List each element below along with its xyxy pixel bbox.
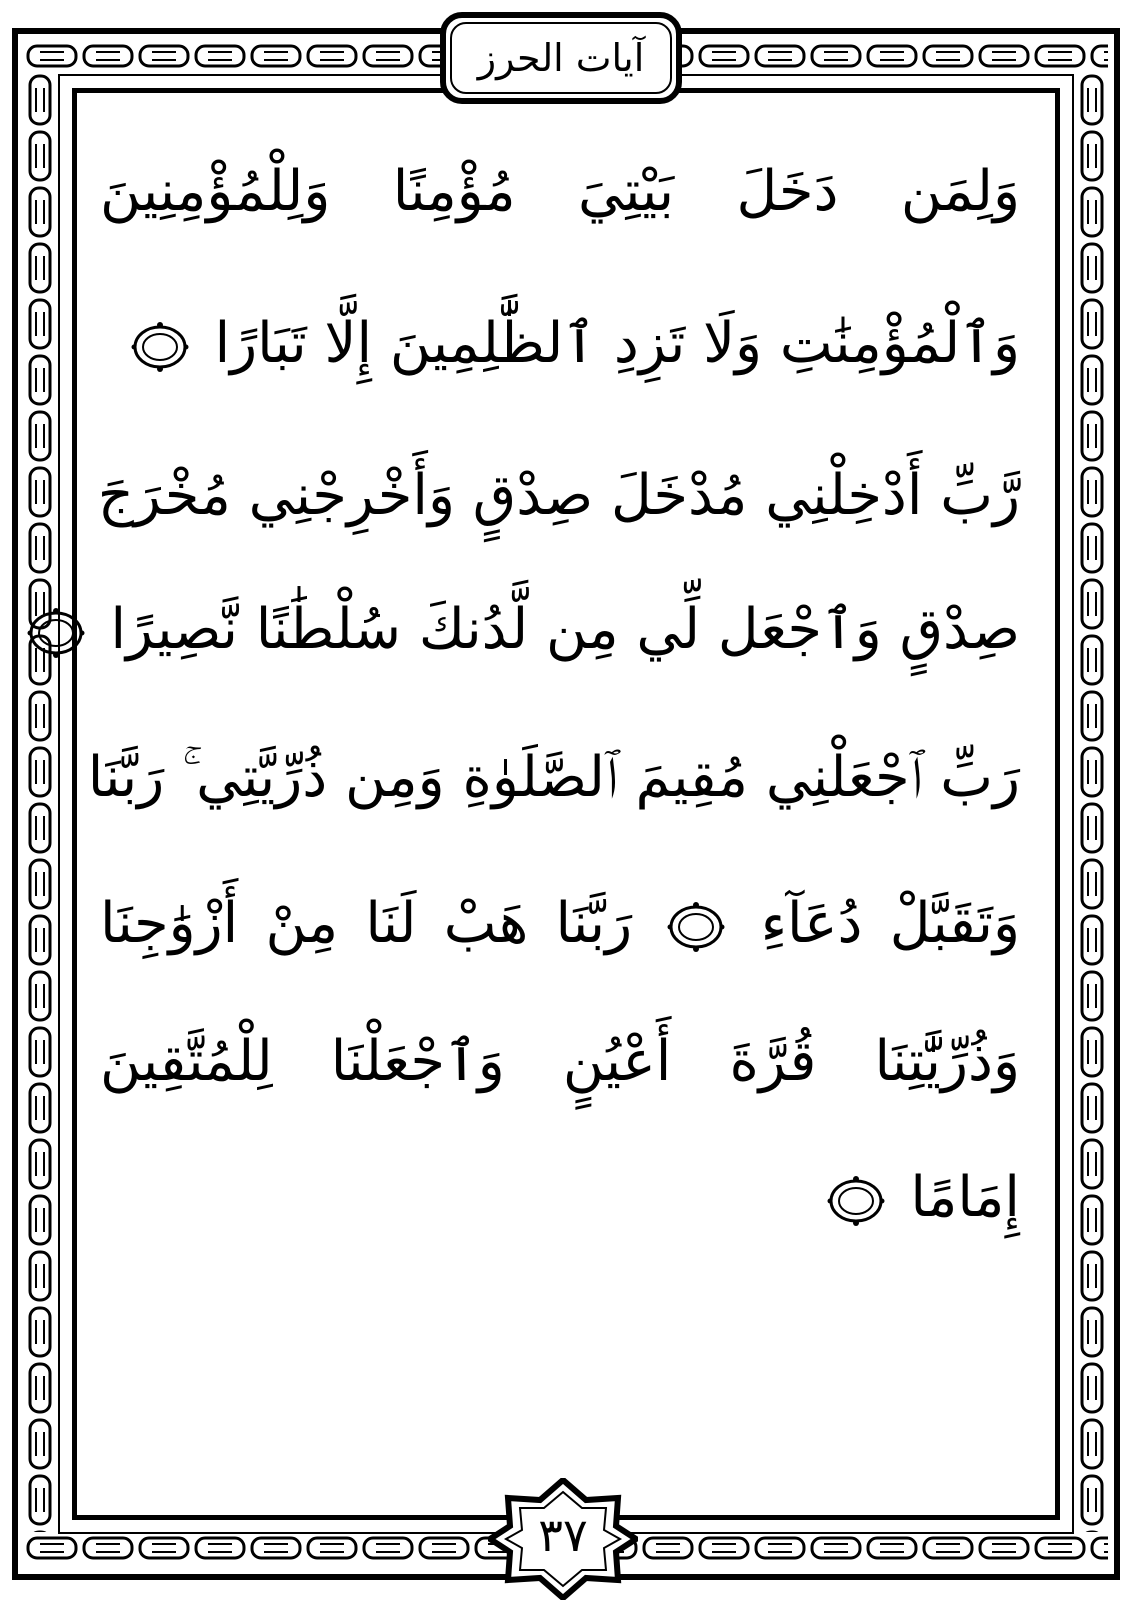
verse-line-6	[100, 886, 1020, 962]
page-number-badge	[488, 1478, 638, 1600]
verse-line-8	[100, 1160, 1020, 1236]
ayah-end-marker-icon	[827, 1175, 885, 1227]
page-title: آيات الحرز	[477, 36, 645, 80]
verse-line-4	[100, 592, 1020, 668]
verse-line-2	[100, 306, 1020, 382]
verse-line-3: رَّبِّ أَدْخِلْنِي مُدْخَلَ صِدْقٍ وَأَخْرِجْنِي مُخْرَجَ	[97, 463, 1020, 528]
verse-line-6-part-b: رَبَّنَا هَبْ لَنَا مِنْ أَزْوَٰجِنَا	[100, 891, 633, 956]
title-cartouche	[440, 12, 682, 104]
verse-line-4-text: صِدْقٍ وَٱجْعَل لِّي مِن لَّدُنكَ سُلْطَٰنًا نَّصِيرًا	[110, 597, 1020, 662]
ayah-end-marker-icon	[667, 901, 725, 953]
page-number: ٣٧	[538, 1508, 588, 1562]
border-pattern-left	[24, 72, 56, 1532]
verse-line-8-text: إِمَامًا	[910, 1165, 1020, 1230]
verse-line-1: وَلِمَن دَخَلَ بَيْتِيَ مُؤْمِنًا وَلِلْمُؤْمِنِينَ	[100, 159, 1020, 224]
verse-line-5: رَبِّ ٱجْعَلْنِي مُقِيمَ ٱلصَّلَوٰةِ وَمِن ذُرِّيَّتِي ۚ رَبَّنَا	[87, 745, 1020, 810]
ayah-end-marker-icon	[131, 321, 189, 373]
border-pattern-right	[1076, 72, 1108, 1532]
verse-line-6-part-a: وَتَقَبَّلْ دُعَآءِ	[760, 891, 1021, 956]
verse-line-7: وَذُرِّيَّٰتِنَا قُرَّةَ أَعْيُنٍ وَٱجْعَلْنَا لِلْمُتَّقِينَ	[100, 1029, 1020, 1094]
ayah-end-marker-icon	[27, 607, 85, 659]
verse-line-2-text: وَٱلْمُؤْمِنَٰتِ وَلَا تَزِدِ ٱلظَّٰلِمِينَ إِلَّا تَبَارًا	[214, 311, 1020, 376]
